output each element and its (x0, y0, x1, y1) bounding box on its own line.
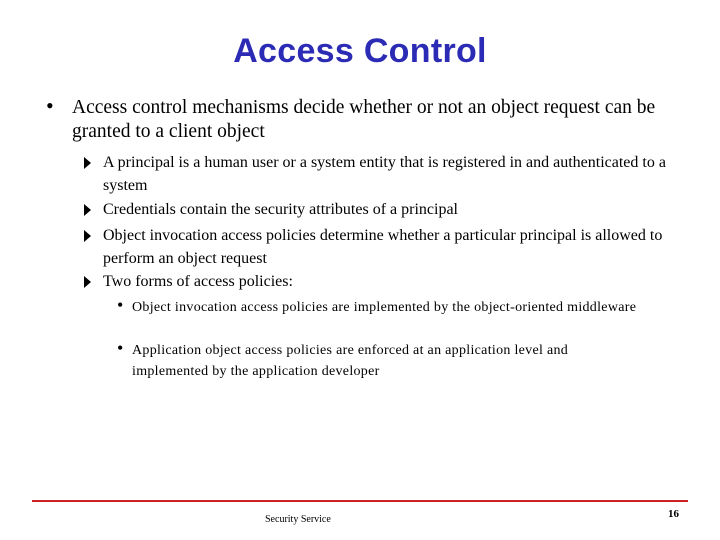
bullet-icon: • (46, 93, 54, 118)
sub-bullet-item (84, 224, 674, 270)
arrow-right-icon (84, 204, 91, 216)
footer-divider (32, 500, 688, 502)
arrow-right-icon (84, 157, 91, 169)
sub-bullet-item (84, 198, 674, 221)
slide-title: Access Control (233, 32, 487, 70)
sub-bullet-item (84, 151, 674, 197)
sub-bullet-text: A principal is a human user or a system entity that is registered in and authenticated to a system (103, 154, 666, 194)
dot-icon: • (117, 295, 124, 315)
policy-form-item (117, 297, 647, 318)
main-bullet-item (46, 93, 666, 144)
main-bullet-text: Access control mechanisms decide whether or not an object request can be granted to a client object (72, 97, 656, 142)
sub-bullet-text: Two forms of access policies: (103, 273, 293, 290)
policy-form-text: Object invocation access policies are implemented by the object-oriented middleware (132, 300, 637, 315)
sub-bullet-text: Credentials contain the security attributes of a principal (103, 201, 458, 218)
page-number: 16 (668, 508, 679, 520)
policy-form-item (117, 340, 647, 382)
dot-icon: • (117, 338, 124, 358)
sub-bullet-item (84, 270, 674, 293)
footer-label: Security Service (265, 514, 331, 525)
policy-form-text: Application object access policies are enforced at an application level and implemented by the application developer (132, 343, 569, 379)
arrow-right-icon (84, 230, 91, 242)
sub-bullet-text: Object invocation access policies determine whether a particular principal is allowed to perform an object request (103, 227, 663, 267)
arrow-right-icon (84, 276, 91, 288)
